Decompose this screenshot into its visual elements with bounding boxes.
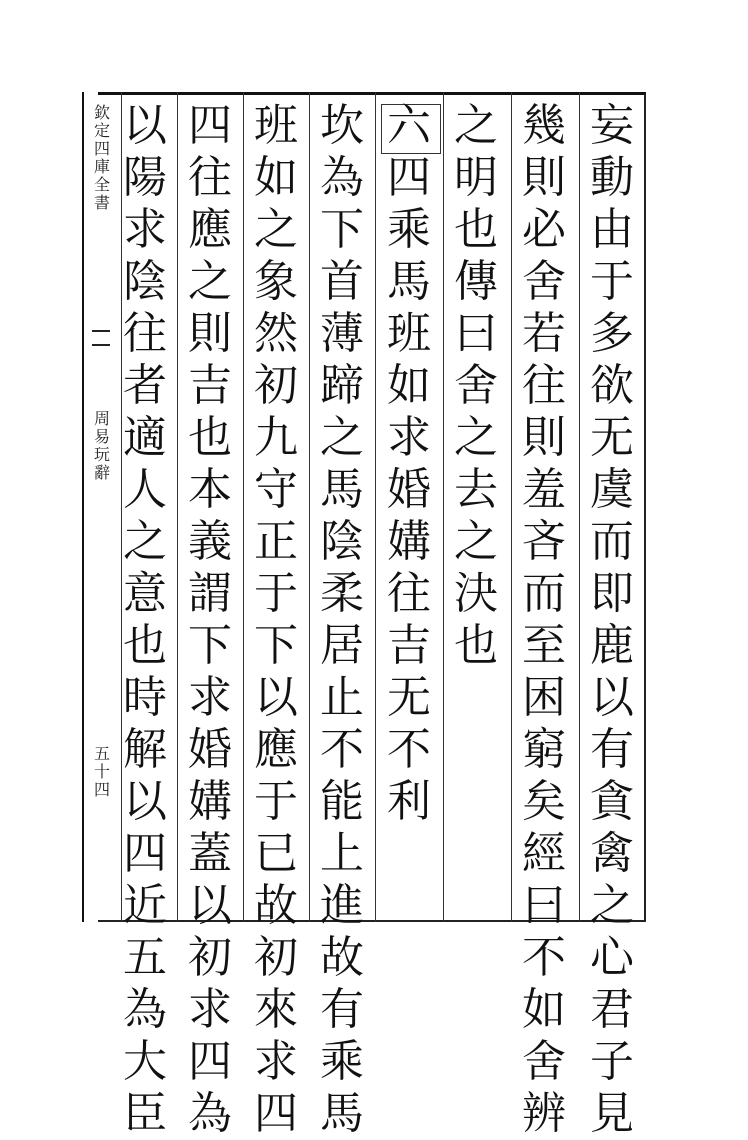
margin-title: 欽定四庫全書 (93, 103, 110, 212)
text-column-6: 班如之象然初九守正于下以應于已故初來求四 (254, 100, 298, 1139)
margin-page-number: 五十四 (93, 744, 110, 799)
text-column-2: 幾則必舍若往則羞吝而至困窮矣經曰不如舍辨 (522, 100, 566, 1139)
text-column-7: 四往應之則吉也本義謂下求婚媾蓋以初求四為 (188, 100, 232, 1139)
text-column-3: 之明也傳曰舍之去之決也 (454, 100, 498, 671)
text-column-8: 以陽求陰往者適人之意也時解以四近五為大臣 (123, 100, 167, 1139)
column-rule (375, 92, 376, 922)
margin-section: 周易玩辭 (93, 409, 110, 482)
fishtail-mark (92, 330, 110, 346)
text-column-1: 妄動由于多欲无虞而即鹿以有貪禽之心君子見 (590, 100, 634, 1139)
text-column-5: 坎為下首薄蹄之馬陰柔居止不能上進故有乘馬 (320, 100, 364, 1139)
text-column-4: 六四乘馬班如求婚媾往吉无不利 (387, 100, 431, 827)
